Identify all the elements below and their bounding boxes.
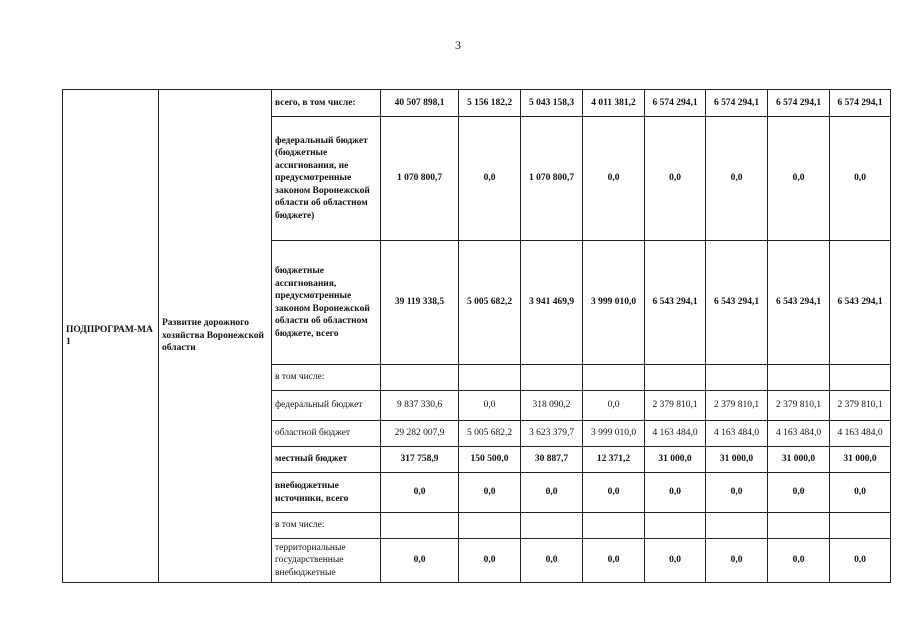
- row-label: в том числе:: [272, 365, 381, 391]
- value-cell: [830, 365, 891, 391]
- value-cell: 6 574 294,1: [645, 90, 706, 117]
- value-cell: 3 941 469,9: [521, 241, 583, 365]
- row-label: всего, в том числе:: [272, 90, 381, 117]
- value-cell: 0,0: [459, 117, 521, 241]
- value-cell: 0,0: [459, 539, 521, 583]
- value-cell: [521, 513, 583, 539]
- value-cell: 1 070 800,7: [381, 117, 459, 241]
- value-cell: 0,0: [583, 117, 645, 241]
- row-label: федеральный бюджет: [272, 391, 381, 421]
- value-cell: 0,0: [645, 539, 706, 583]
- value-cell: 3 999 010,0: [583, 421, 645, 447]
- value-cell: 30 887,7: [521, 447, 583, 473]
- value-cell: [381, 513, 459, 539]
- value-cell: 31 000,0: [706, 447, 768, 473]
- value-cell: 0,0: [521, 539, 583, 583]
- value-cell: 6 543 294,1: [645, 241, 706, 365]
- page-number: 3: [455, 38, 461, 52]
- value-cell: 39 119 338,5: [381, 241, 459, 365]
- value-cell: 29 282 007,9: [381, 421, 459, 447]
- value-cell: 318 090,2: [521, 391, 583, 421]
- table-body: [63, 90, 891, 583]
- value-cell: [521, 365, 583, 391]
- value-cell: 0,0: [830, 473, 891, 513]
- value-cell: 6 543 294,1: [768, 241, 830, 365]
- value-cell: [583, 365, 645, 391]
- value-cell: 317 758,9: [381, 447, 459, 473]
- value-cell: 0,0: [459, 473, 521, 513]
- value-cell: 0,0: [645, 473, 706, 513]
- value-cell: 2 379 810,1: [706, 391, 768, 421]
- value-cell: [381, 365, 459, 391]
- value-cell: 4 163 484,0: [706, 421, 768, 447]
- value-cell: 0,0: [583, 391, 645, 421]
- table-row: [63, 90, 891, 117]
- value-cell: 0,0: [768, 539, 830, 583]
- value-cell: 0,0: [830, 539, 891, 583]
- value-cell: 5 005 682,2: [459, 241, 521, 365]
- value-cell: 0,0: [521, 473, 583, 513]
- value-cell: 0,0: [706, 473, 768, 513]
- value-cell: [768, 365, 830, 391]
- value-cell: 0,0: [768, 117, 830, 241]
- value-cell: [645, 513, 706, 539]
- value-cell: 6 574 294,1: [768, 90, 830, 117]
- value-cell: 0,0: [381, 473, 459, 513]
- row-label: внебюджетные источники, всего: [272, 473, 381, 513]
- value-cell: 6 543 294,1: [830, 241, 891, 365]
- value-cell: [830, 513, 891, 539]
- value-cell: 0,0: [768, 473, 830, 513]
- value-cell: 3 999 010,0: [583, 241, 645, 365]
- value-cell: 6 543 294,1: [706, 241, 768, 365]
- value-cell: 4 163 484,0: [645, 421, 706, 447]
- value-cell: 0,0: [706, 117, 768, 241]
- value-cell: 5 005 682,2: [459, 421, 521, 447]
- value-cell: 31 000,0: [645, 447, 706, 473]
- row-label: областной бюджет: [272, 421, 381, 447]
- value-cell: 2 379 810,1: [768, 391, 830, 421]
- value-cell: 5 043 158,3: [521, 90, 583, 117]
- value-cell: 0,0: [583, 539, 645, 583]
- row-label: федеральный бюджет (бюджетные ассигнования, не предусмотренные законом Воронежской области об областном бюджете): [272, 117, 381, 241]
- row-label: в том числе:: [272, 513, 381, 539]
- row-label: местный бюджет: [272, 447, 381, 473]
- value-cell: 4 011 381,2: [583, 90, 645, 117]
- value-cell: 31 000,0: [768, 447, 830, 473]
- value-cell: [706, 365, 768, 391]
- value-cell: 0,0: [706, 539, 768, 583]
- value-cell: [459, 365, 521, 391]
- program-code: ПОДПРОГРАМ-МА 1: [63, 90, 159, 583]
- value-cell: 5 156 182,2: [459, 90, 521, 117]
- value-cell: 2 379 810,1: [830, 391, 891, 421]
- value-cell: 0,0: [381, 539, 459, 583]
- value-cell: 9 837 330,6: [381, 391, 459, 421]
- value-cell: 31 000,0: [830, 447, 891, 473]
- value-cell: [768, 513, 830, 539]
- value-cell: 0,0: [459, 391, 521, 421]
- value-cell: 0,0: [645, 117, 706, 241]
- value-cell: [583, 513, 645, 539]
- value-cell: 4 163 484,0: [768, 421, 830, 447]
- value-cell: 0,0: [830, 117, 891, 241]
- value-cell: [459, 513, 521, 539]
- value-cell: 0,0: [583, 473, 645, 513]
- row-label: территориальные государственные внебюджетные: [272, 539, 381, 583]
- value-cell: 6 574 294,1: [830, 90, 891, 117]
- value-cell: 2 379 810,1: [645, 391, 706, 421]
- value-cell: 4 163 484,0: [830, 421, 891, 447]
- program-name: Развитие дорожного хозяйства Воронежской области: [159, 90, 272, 583]
- value-cell: 12 371,2: [583, 447, 645, 473]
- value-cell: 6 574 294,1: [706, 90, 768, 117]
- value-cell: [645, 365, 706, 391]
- budget-table: [62, 89, 891, 583]
- value-cell: 3 623 379,7: [521, 421, 583, 447]
- value-cell: 150 500,0: [459, 447, 521, 473]
- value-cell: 1 070 800,7: [521, 117, 583, 241]
- value-cell: 40 507 898,1: [381, 90, 459, 117]
- value-cell: [706, 513, 768, 539]
- row-label: бюджетные ассигнования, предусмотренные законом Воронежской области об областном бюджете, всего: [272, 241, 381, 365]
